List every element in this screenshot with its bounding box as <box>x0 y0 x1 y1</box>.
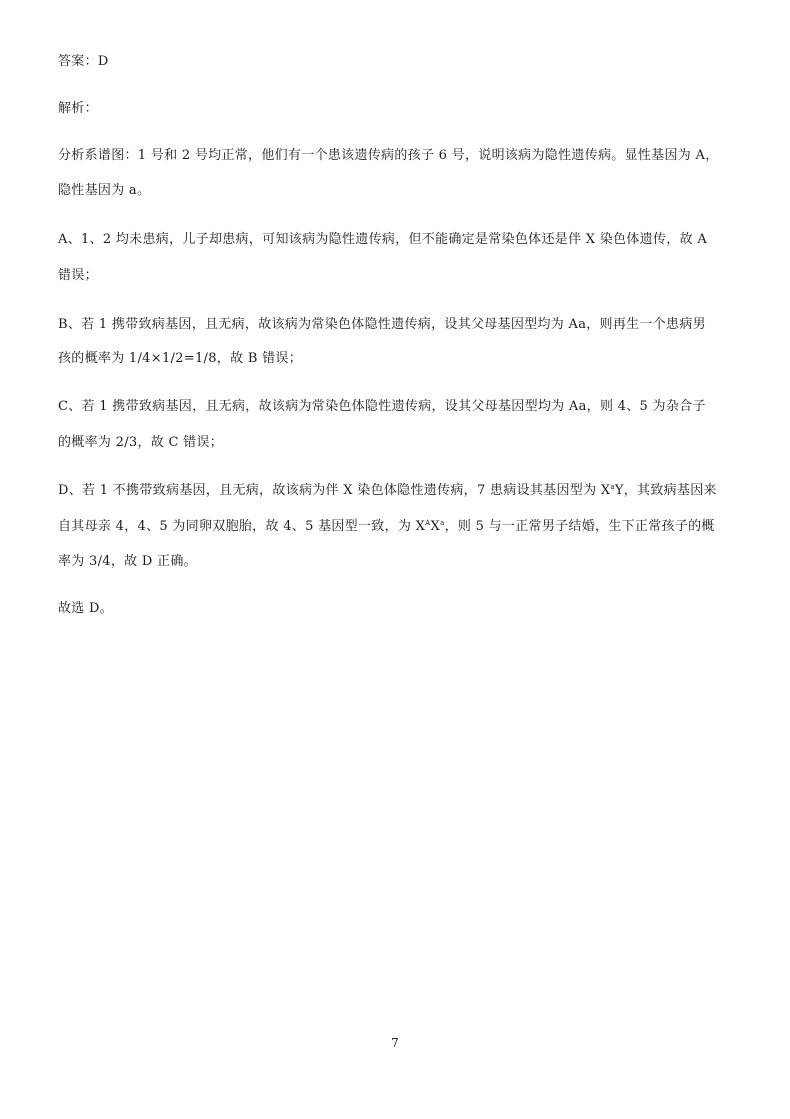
option-c-line-2: 的概率为 2/3，故 C 错误； <box>58 435 224 450</box>
genotype-superscript: A <box>425 519 431 527</box>
option-a-line-2: 错误； <box>58 268 98 283</box>
analysis-label: 解析： <box>58 101 98 116</box>
page-number: 7 <box>391 1036 399 1050</box>
genotype-superscript: a <box>610 483 615 491</box>
option-d-line-1-text-a: D、若 1 不携带致病基因，且无病，故该病为伴 X 染色体隐性遗传病，7 患病设其基因型为 X <box>58 483 611 498</box>
option-b-line-1: B、若 1 携带致病基因，且无病，故该病为常染色体隐性遗传病，设其父母基因型均为 Aa，则再生一个患病男 <box>58 317 706 332</box>
answer-line: 答案：D <box>58 54 109 69</box>
option-a-line-1: A、1、2 均未患病，儿子却患病，可知该病为隐性遗传病，但不能确定是常染色体还是伴 X 染色体遗传，故 A <box>58 232 708 247</box>
genotype-x: X <box>430 519 441 534</box>
analysis-line-2: 隐性基因为 a。 <box>58 183 151 198</box>
option-d-line-1-text-b: Y，其致病基因来 <box>614 483 717 498</box>
option-d-line-2-text-b: ，则 5 与一正常男子结婚，生下正常孩子的概 <box>444 519 715 534</box>
conclusion-line: 故选 D。 <box>58 601 114 616</box>
option-d-line-1 <box>58 479 717 498</box>
option-c-line-1: C、若 1 携带致病基因，且无病，故该病为常染色体隐性遗传病，设其父母基因型均为 Aa，则 4、5 为杂合子 <box>58 399 706 414</box>
option-d-line-2-text-a: 自其母亲 4，4、5 为同卵双胞胎，故 4、5 基因型一致，为 X <box>58 519 426 534</box>
analysis-line-1: 分析系谱图：1 号和 2 号均正常，他们有一个患该遗传病的孩子 6 号，说明该病为隐性遗传病。显性基因为 A， <box>58 148 719 163</box>
option-d-line-3: 率为 3/4，故 D 正确。 <box>58 554 197 569</box>
option-b-line-2: 孩的概率为 1/4×1/2=1/8，故 B 错误； <box>58 351 303 366</box>
option-d-line-2 <box>58 515 715 534</box>
genotype-superscript: a <box>440 519 445 527</box>
